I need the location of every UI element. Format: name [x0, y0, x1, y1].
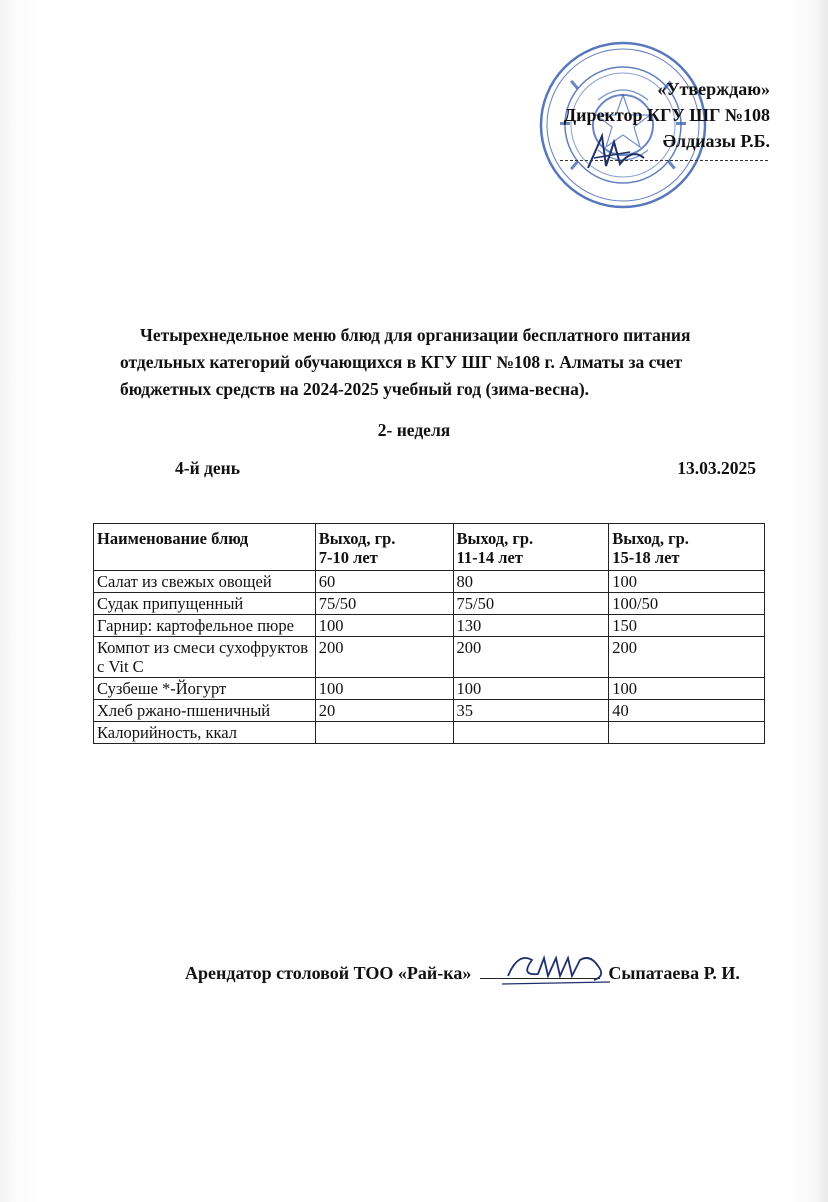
- yield-cell: 100: [609, 678, 765, 700]
- table-row: [94, 722, 765, 744]
- dish-name-cell: Судак припущенный: [94, 593, 316, 615]
- table-row: [94, 593, 765, 615]
- table-row: [94, 615, 765, 637]
- approval-block: [564, 76, 770, 154]
- yield-cell: 80: [453, 571, 609, 593]
- yield-cell: [315, 722, 453, 744]
- dish-name-cell: Сузбеше *-Йогурт: [94, 678, 316, 700]
- header-yield-15-18: Выход, гр. 15-18 лет: [609, 524, 765, 571]
- yield-cell: 75/50: [315, 593, 453, 615]
- yield-cell: [609, 722, 765, 744]
- yield-cell: 200: [453, 637, 609, 678]
- table-row: [94, 571, 765, 593]
- yield-cell: 100: [315, 678, 453, 700]
- yield-cell: 100: [453, 678, 609, 700]
- dish-name-cell: Хлеб ржано-пшеничный: [94, 700, 316, 722]
- yield-cell: [453, 722, 609, 744]
- footer-tenant-label: Арендатор столовой ТОО «Рай-ка»: [185, 963, 472, 983]
- approval-heading: «Утверждаю»: [657, 79, 770, 99]
- yield-cell: 200: [315, 637, 453, 678]
- table-header-row: [94, 524, 765, 571]
- yield-cell: 20: [315, 700, 453, 722]
- yield-cell: 40: [609, 700, 765, 722]
- yield-cell: 75/50: [453, 593, 609, 615]
- title-line: отдельных категорий обучающихся в КГУ ШГ №108 г. Алматы за счет: [120, 352, 683, 372]
- dish-name-cell: Калорийность, ккал: [94, 722, 316, 744]
- document-title: [120, 322, 760, 403]
- week-label: 2- неделя: [377, 420, 451, 440]
- approval-position: Директор КГУ ШГ №108: [563, 105, 770, 125]
- table-row: [94, 678, 765, 700]
- header-dish-name: Наименование блюд: [94, 524, 316, 571]
- yield-cell: 100: [609, 571, 765, 593]
- yield-cell: 150: [609, 615, 765, 637]
- footer-signature-line: [185, 962, 785, 984]
- table-row: [94, 700, 765, 722]
- approval-name: Әлдиазы Р.Б.: [662, 131, 770, 151]
- title-line: бюджетных средств на 2024-2025 учебный год (зима-весна).: [120, 379, 590, 399]
- yield-cell: 200: [609, 637, 765, 678]
- signature-line: [560, 160, 768, 161]
- yield-cell: 100: [315, 615, 453, 637]
- table-row: [94, 637, 765, 678]
- footer-signer-name: Сыпатаева Р. И.: [608, 963, 740, 983]
- yield-cell: 100/50: [609, 593, 765, 615]
- dish-name-cell: Гарнир: картофельное пюре: [94, 615, 316, 637]
- tenant-signature-icon: [498, 946, 616, 990]
- header-yield-11-14: Выход, гр. 11-14 лет: [453, 524, 609, 571]
- yield-cell: 35: [453, 700, 609, 722]
- dish-name-cell: Салат из свежых овощей: [94, 571, 316, 593]
- yield-cell: 60: [315, 571, 453, 593]
- yield-cell: 130: [453, 615, 609, 637]
- header-yield-7-10: Выход, гр. 7-10 лет: [315, 524, 453, 571]
- title-line: Четырехнедельное меню блюд для организации бесплатного питания: [140, 325, 691, 345]
- menu-table: [93, 523, 765, 744]
- date-label: 13.03.2025: [677, 458, 756, 478]
- dish-name-cell: Компот из смеси сухофруктов с Vit C: [94, 637, 316, 678]
- day-label: 4-й день: [175, 458, 240, 478]
